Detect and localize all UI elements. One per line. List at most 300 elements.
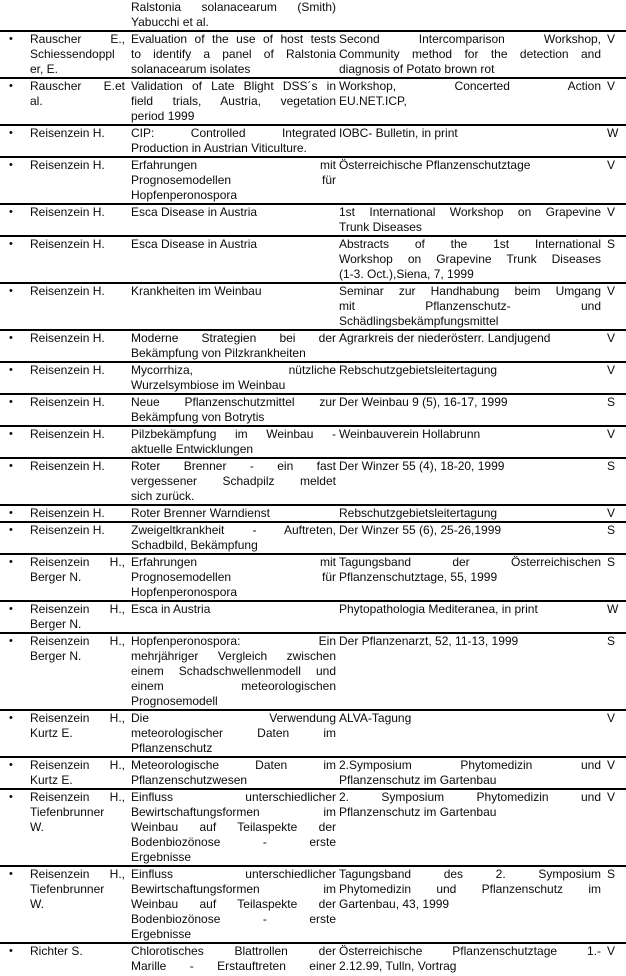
venue-cell — [339, 395, 604, 410]
author-cell — [30, 237, 131, 252]
title-line: CIP: Controlled Integrated — [131, 126, 336, 140]
author-cell — [30, 523, 131, 538]
venue-cell — [339, 79, 604, 109]
table-row — [0, 77, 626, 124]
author-line: Reisenzein H. — [30, 506, 105, 520]
author-cell — [30, 158, 131, 173]
publication-type-letter: S — [607, 237, 616, 251]
title-line: Wurzelsymbiose im Weinbau — [131, 378, 286, 392]
title-line: Bodenbiozönose - erste — [131, 912, 336, 926]
author-line: Reisenzein H., — [30, 867, 125, 881]
author-line: al. — [30, 94, 43, 108]
title-line: Meteorologische Daten im — [131, 758, 336, 772]
venue-line: Der Winzer 55 (6), 25-26,1999 — [339, 523, 502, 537]
publication-type-letter: V — [607, 944, 616, 958]
venue-cell — [339, 867, 604, 912]
type-cell — [604, 944, 626, 959]
bullet-icon: • — [9, 460, 13, 472]
title-line: Krankheiten im Weinbau — [131, 284, 262, 298]
title-cell — [131, 158, 339, 203]
title-cell — [131, 205, 339, 220]
author-cell — [30, 79, 131, 109]
type-cell — [604, 602, 626, 617]
table-row — [0, 756, 626, 788]
author-line: Richter S. — [30, 944, 83, 958]
title-line: Roter Brenner Warndienst — [131, 506, 270, 520]
author-line: Reisenzein H. — [30, 237, 105, 251]
publication-type-letter: V — [607, 284, 616, 298]
venue-line: IOBC- Bulletin, in print — [339, 126, 458, 140]
type-cell — [604, 32, 626, 47]
author-cell — [30, 602, 131, 632]
title-line: mehrjähriger Vergleich zwischen — [131, 649, 336, 663]
venue-line: Pflanzenschutz im Gartenbau — [339, 805, 497, 819]
venue-cell — [339, 790, 604, 820]
table-row — [0, 425, 626, 457]
title-line: Ralstonia solanacearum (Smith) — [131, 0, 336, 14]
author-line: Rauscher E., — [30, 32, 125, 46]
bullet-cell — [0, 555, 30, 570]
title-line: Roter Brenner - ein fast — [131, 459, 336, 473]
author-cell — [30, 506, 131, 521]
bullet-icon: • — [9, 127, 13, 139]
bullet-cell — [0, 790, 30, 805]
venue-cell — [339, 555, 604, 585]
publication-type-letter: V — [607, 506, 616, 520]
venue-cell — [339, 158, 604, 173]
table-row — [0, 521, 626, 553]
author-line: Reisenzein H. — [30, 284, 105, 298]
author-line: Kurtz E. — [30, 773, 73, 787]
title-line: Validation of Late Blight DSS´s in — [131, 79, 336, 93]
bullet-icon: • — [9, 868, 13, 880]
title-line: Einfluss unterschiedlicher — [131, 790, 336, 804]
bullet-cell — [0, 205, 30, 220]
venue-cell — [339, 331, 604, 346]
title-cell — [131, 363, 339, 393]
title-line: sich zurück. — [131, 489, 195, 503]
bullet-cell — [0, 331, 30, 346]
bullet-cell — [0, 867, 30, 882]
bullet-icon: • — [9, 791, 13, 803]
author-cell — [30, 126, 131, 141]
bullet-icon: • — [9, 238, 13, 250]
bullet-cell — [0, 758, 30, 773]
type-cell — [604, 158, 626, 173]
bullet-icon: • — [9, 635, 13, 647]
venue-cell — [339, 758, 604, 788]
type-cell — [604, 395, 626, 410]
title-line: Erfahrungen mit — [131, 158, 336, 172]
title-line: Chlorotisches Blattrollen der — [131, 944, 336, 958]
title-line: Pilzbekämpfung im Weinbau - — [131, 427, 336, 441]
title-line: Weinbau auf Teilaspekte der — [131, 897, 336, 911]
table-row — [0, 632, 626, 709]
title-line: einem meteorologischen — [131, 679, 336, 693]
author-cell — [30, 0, 131, 1]
author-line: Reisenzein H., — [30, 555, 125, 569]
bullet-icon: • — [9, 33, 13, 45]
author-cell — [30, 790, 131, 835]
type-cell — [604, 427, 626, 442]
title-line: Pflanzenschutz — [131, 741, 213, 755]
title-line: Die Verwendung — [131, 711, 336, 725]
title-line: Marille - Erstauftreten einer — [131, 959, 336, 973]
title-line: Evaluation of the use of host tests — [131, 32, 336, 46]
table-row — [0, 504, 626, 521]
bullet-cell — [0, 395, 30, 410]
bullet-cell — [0, 284, 30, 299]
venue-line: mit Pflanzenschutz- und — [339, 299, 601, 313]
author-cell — [30, 363, 131, 378]
title-line: einem Schadschwellenmodell und — [131, 664, 336, 678]
bullet-cell — [0, 79, 30, 94]
author-line: Reisenzein H. — [30, 158, 105, 172]
publication-type-letter: S — [607, 459, 616, 473]
venue-cell — [339, 284, 604, 329]
title-cell — [131, 126, 339, 156]
title-line: Hopfenperonospora: Ein — [131, 634, 336, 648]
author-cell — [30, 867, 131, 912]
venue-cell — [339, 205, 604, 235]
table-row — [0, 235, 626, 282]
author-line: Schiessendoppl — [30, 47, 115, 61]
title-line: Bodenbiozönose - erste — [131, 835, 336, 849]
venue-line: Trunk Diseases — [339, 220, 422, 234]
author-line: Reisenzein H. — [30, 205, 105, 219]
author-line: Reisenzein H., — [30, 758, 125, 772]
title-cell — [131, 331, 339, 361]
venue-cell — [339, 523, 604, 538]
title-cell — [131, 237, 339, 252]
bullet-icon: • — [9, 524, 13, 536]
title-line: Pflanzenschutzwesen — [131, 773, 248, 787]
venue-line: diagnosis of Potato brown rot — [339, 62, 495, 76]
author-line: Tiefenbrunner — [30, 882, 105, 896]
table-row — [0, 709, 626, 756]
table-row — [0, 788, 626, 865]
table-row — [0, 282, 626, 329]
venue-line: Rebschutzgebietsleitertagung — [339, 363, 498, 377]
publication-type-letter: V — [607, 32, 616, 46]
bullet-cell — [0, 944, 30, 959]
table-row — [0, 124, 626, 156]
title-cell — [131, 506, 339, 521]
venue-cell — [339, 602, 604, 617]
publication-type-letter: V — [607, 711, 616, 725]
venue-cell — [339, 944, 604, 974]
author-cell — [30, 555, 131, 585]
author-cell — [30, 634, 131, 664]
publication-type-letter: W — [607, 126, 619, 140]
type-cell — [604, 79, 626, 94]
author-cell — [30, 459, 131, 474]
title-line: Ergebnisse — [131, 850, 192, 864]
title-line: Prognosemodellen für — [131, 570, 336, 584]
author-line: Reisenzein H., — [30, 602, 125, 616]
publication-type-letter: V — [607, 427, 616, 441]
bullet-icon: • — [9, 364, 13, 376]
publication-type-letter: S — [607, 523, 616, 537]
title-line: aktuelle Entwicklungen — [131, 442, 254, 456]
venue-line: EU.NET.ICP, — [339, 94, 407, 108]
type-cell — [604, 237, 626, 252]
table-row — [0, 865, 626, 942]
publication-type-letter: V — [607, 758, 616, 772]
bullet-icon: • — [9, 159, 13, 171]
title-line: Prognosemodell — [131, 694, 218, 708]
author-line: Reisenzein H., — [30, 711, 125, 725]
title-cell — [131, 459, 339, 504]
venue-line: Der Winzer 55 (4), 18-20, 1999 — [339, 459, 505, 473]
venue-line: Tagungsband der Österreichischen — [339, 555, 601, 569]
venue-line: Österreichische Pflanzenschutztage 1.- — [339, 944, 601, 958]
venue-line: Österreichische Pflanzenschutztage — [339, 158, 531, 172]
title-cell — [131, 602, 339, 617]
venue-cell — [339, 506, 604, 521]
venue-line: 2.Symposium Phytomedizin und — [339, 758, 601, 772]
venue-cell — [339, 634, 604, 649]
publication-type-letter: S — [607, 395, 616, 409]
title-line: Esca Disease in Austria — [131, 237, 258, 251]
type-cell — [604, 363, 626, 378]
table-row — [0, 0, 626, 30]
author-line: Reisenzein H. — [30, 331, 105, 345]
venue-line: 2. Symposium Phytomedizin und — [339, 790, 601, 804]
type-cell — [604, 205, 626, 220]
title-line: field trials, Austria, vegetation — [131, 94, 336, 108]
bullet-icon: • — [9, 712, 13, 724]
publication-type-letter: S — [607, 555, 616, 569]
type-cell — [604, 634, 626, 649]
bullet-cell — [0, 427, 30, 442]
bullet-icon: • — [9, 206, 13, 218]
author-cell — [30, 395, 131, 410]
title-line: Production in Austrian Viticulture. — [131, 141, 307, 155]
venue-line: Der Weinbau 9 (5), 16-17, 1999 — [339, 395, 508, 409]
title-line: Einfluss unterschiedlicher — [131, 867, 336, 881]
title-cell — [131, 427, 339, 457]
publication-type-letter: V — [607, 79, 616, 93]
venue-cell — [339, 0, 604, 1]
title-cell — [131, 758, 339, 788]
bullet-icon: • — [9, 428, 13, 440]
table-row — [0, 329, 626, 361]
venue-line: Seminar zur Handhabung beim Umgang — [339, 284, 601, 298]
type-cell — [604, 284, 626, 299]
title-line: Zweigeltkrankheit - Auftreten, — [131, 523, 336, 537]
title-line: Erfahrungen mit — [131, 555, 336, 569]
venue-cell — [339, 363, 604, 378]
bullet-cell — [0, 158, 30, 173]
bullet-icon: • — [9, 603, 13, 615]
title-cell — [131, 284, 339, 299]
bullet-cell — [0, 237, 30, 252]
bullet-cell — [0, 634, 30, 649]
title-line: Bewirtschaftungsformen im — [131, 805, 336, 819]
venue-line: Community method for the detection and — [339, 47, 601, 61]
table-row — [0, 203, 626, 235]
table-row — [0, 600, 626, 632]
bullet-icon: • — [9, 556, 13, 568]
venue-line: Phytomedizin und Pflanzenschutz im — [339, 882, 601, 896]
venue-line: Abstracts of the 1st International — [339, 237, 601, 251]
author-line: Kurtz E. — [30, 726, 73, 740]
title-cell — [131, 711, 339, 756]
type-cell — [604, 758, 626, 773]
venue-line: Tagungsband des 2. Symposium — [339, 867, 601, 881]
venue-line: Second Intercomparison Workshop, — [339, 32, 601, 46]
title-cell — [131, 790, 339, 865]
bullet-icon: • — [9, 945, 13, 957]
type-cell — [604, 711, 626, 726]
table-row — [0, 457, 626, 504]
title-line: period 1999 — [131, 109, 195, 123]
title-cell — [131, 867, 339, 942]
author-line: er, E. — [30, 62, 59, 76]
venue-line: Gartenbau, 43, 1999 — [339, 897, 450, 911]
title-cell — [131, 523, 339, 553]
venue-cell — [339, 711, 604, 726]
venue-line: Workshop on Grapevine Trunk Diseases — [339, 252, 601, 266]
author-line: Reisenzein H. — [30, 363, 105, 377]
venue-line: Workshop, Concerted Action — [339, 79, 601, 93]
author-cell — [30, 758, 131, 788]
title-line: Esca Disease in Austria — [131, 205, 258, 219]
venue-line: Agrarkreis der niederösterr. Landjugend — [339, 331, 551, 345]
venue-line: ALVA-Tagung — [339, 711, 412, 725]
bullet-icon: • — [9, 759, 13, 771]
author-cell — [30, 284, 131, 299]
author-line: Reisenzein H., — [30, 790, 125, 804]
venue-line: Der Pflanzenarzt, 52, 11-13, 1999 — [339, 634, 519, 648]
title-line: Mycorrhiza, nützliche — [131, 363, 336, 377]
title-line: Yabucchi et al. — [131, 15, 209, 29]
title-cell — [131, 79, 339, 124]
title-line: meteorologischer Daten im — [131, 726, 336, 740]
venue-line: (1-3. Oct.),Siena, 7, 1999 — [339, 267, 474, 281]
publication-type-letter: V — [607, 331, 616, 345]
title-line: Esca in Austria — [131, 602, 211, 616]
bullet-icon: • — [9, 396, 13, 408]
title-line: Neue Pflanzenschutzmittel zur — [131, 395, 336, 409]
type-cell — [604, 790, 626, 805]
type-cell — [604, 867, 626, 882]
type-cell — [604, 555, 626, 570]
table-row — [0, 553, 626, 600]
title-cell — [131, 32, 339, 77]
title-cell — [131, 395, 339, 425]
bullet-cell — [0, 0, 30, 1]
bullet-icon: • — [9, 507, 13, 519]
bullet-cell — [0, 459, 30, 474]
title-cell — [131, 634, 339, 709]
bullet-cell — [0, 506, 30, 521]
title-cell — [131, 555, 339, 600]
bullet-cell — [0, 32, 30, 47]
author-line: Reisenzein H. — [30, 427, 105, 441]
publication-type-letter: V — [607, 790, 616, 804]
type-cell — [604, 523, 626, 538]
bullet-icon: • — [9, 80, 13, 92]
publication-type-letter: S — [607, 867, 616, 881]
author-line: Reisenzein H., — [30, 634, 125, 648]
bullet-cell — [0, 523, 30, 538]
author-line: Rauscher E.et — [30, 79, 125, 93]
author-line: Reisenzein H. — [30, 523, 105, 537]
type-cell — [604, 0, 626, 1]
bullet-icon: • — [9, 285, 13, 297]
venue-line: Pflanzenschutz im Gartenbau — [339, 773, 497, 787]
publication-type-letter: V — [607, 363, 616, 377]
author-line: Reisenzein H. — [30, 126, 105, 140]
type-cell — [604, 126, 626, 141]
title-cell — [131, 944, 339, 974]
author-cell — [30, 32, 131, 77]
author-cell — [30, 944, 131, 959]
author-line: W. — [30, 897, 44, 911]
publication-type-letter: V — [607, 158, 616, 172]
title-line: Hopfenperonospora — [131, 188, 238, 202]
title-line: Hopfenperonospora — [131, 585, 238, 599]
publication-type-letter: S — [607, 634, 616, 648]
venue-line: 1st International Workshop on Grapevine — [339, 205, 601, 219]
title-line: vergessener Schadpilz meldet — [131, 474, 336, 488]
author-line: Berger N. — [30, 570, 82, 584]
author-cell — [30, 427, 131, 442]
title-cell — [131, 0, 339, 30]
venue-cell — [339, 427, 604, 442]
table-row — [0, 30, 626, 77]
author-line: Berger N. — [30, 649, 82, 663]
venue-cell — [339, 237, 604, 282]
venue-cell — [339, 126, 604, 141]
author-line: Reisenzein H. — [30, 459, 105, 473]
title-line: Bekämpfung von Pilzkrankheiten — [131, 346, 306, 360]
venue-cell — [339, 459, 604, 474]
type-cell — [604, 331, 626, 346]
author-line: Berger N. — [30, 617, 82, 631]
venue-line: 2.12.99, Tulln, Vortrag — [339, 959, 457, 973]
title-line: Weinbau auf Teilaspekte der — [131, 820, 336, 834]
author-line: Tiefenbrunner — [30, 805, 105, 819]
venue-line: Weinbauverein Hollabrunn — [339, 427, 481, 441]
bullet-cell — [0, 602, 30, 617]
bullet-cell — [0, 126, 30, 141]
author-cell — [30, 331, 131, 346]
publication-type-letter: W — [607, 602, 619, 616]
title-line: to identify a panel of Ralstonia — [131, 47, 336, 61]
title-line: Schadbild, Bekämpfung — [131, 538, 258, 552]
venue-line: Rebschutzgebietsleitertagung — [339, 506, 498, 520]
bullet-icon: • — [9, 332, 13, 344]
author-line: Reisenzein H. — [30, 395, 105, 409]
type-cell — [604, 459, 626, 474]
author-line: W. — [30, 820, 44, 834]
bullet-cell — [0, 363, 30, 378]
title-line: Prognosemodellen für — [131, 173, 336, 187]
venue-cell — [339, 32, 604, 77]
table-row — [0, 156, 626, 203]
table-row — [0, 361, 626, 393]
table-row — [0, 942, 626, 974]
title-line: Ergebnisse — [131, 927, 192, 941]
title-line: Moderne Strategien bei der — [131, 331, 336, 345]
title-line: Bewirtschaftungsformen im — [131, 882, 336, 896]
author-cell — [30, 711, 131, 741]
venue-line: Schädlingsbekämpfungsmittel — [339, 314, 499, 328]
table-row — [0, 393, 626, 425]
